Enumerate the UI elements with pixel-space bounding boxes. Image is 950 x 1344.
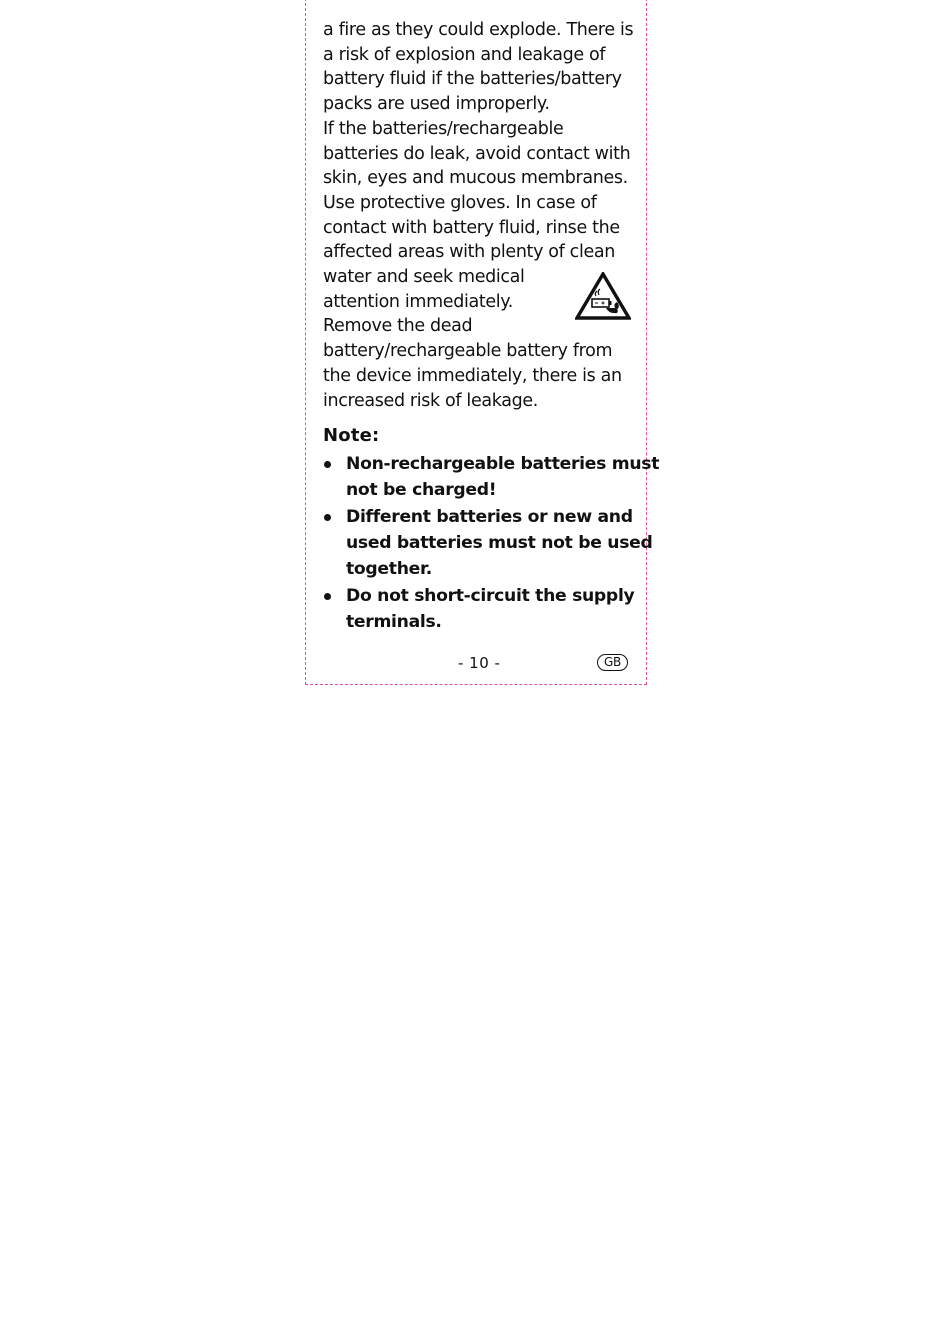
body-text — [323, 18, 633, 413]
country-code-badge: GB — [597, 654, 628, 671]
text-line: affected areas with plenty of clean — [323, 242, 615, 263]
list-item-line: Different batteries or new and — [346, 507, 633, 527]
text-line: Use protective gloves. In case of — [323, 192, 597, 213]
list-item-line: not be charged! — [346, 480, 497, 500]
text-line: Remove the dead — [323, 316, 473, 337]
text-line: batteries do leak, avoid contact with — [323, 143, 631, 164]
text-line: contact with battery fluid, rinse the — [323, 217, 620, 238]
text-line: a fire as they could explode. There is — [323, 20, 634, 40]
page-number: - 10 - — [458, 654, 501, 672]
note-heading: Note: — [323, 425, 380, 446]
list-item-line: together. — [346, 559, 432, 579]
battery-leak-warning-icon — [575, 272, 631, 320]
list-item-line: used batteries must not be used — [346, 533, 653, 553]
text-line: packs are used improperly. — [323, 94, 550, 115]
list-item-line: Non-rechargeable batteries must — [346, 454, 660, 474]
text-line: water and seek medical — [323, 267, 525, 288]
list-item — [323, 451, 660, 503]
text-line: battery/rechargeable battery from — [323, 341, 613, 362]
note-list — [323, 451, 660, 636]
list-item — [323, 583, 633, 635]
text-line: a risk of explosion and leakage of — [323, 44, 606, 65]
bullet-icon — [324, 593, 331, 600]
bullet-icon — [324, 514, 331, 521]
text-line: attention immediately. — [323, 291, 514, 312]
list-item-line: Do not short-circuit the supply — [346, 586, 635, 606]
text-line: If the batteries/rechargeable — [323, 118, 564, 139]
text-line: the device immediately, there is an — [323, 365, 622, 386]
paragraph — [323, 18, 633, 413]
text-line: increased risk of leakage. — [323, 390, 538, 411]
text-line: skin, eyes and mucous membranes. — [323, 168, 628, 189]
list-item — [323, 504, 653, 582]
list-item-line: terminals. — [346, 612, 442, 632]
text-line: battery fluid if the batteries/battery — [323, 69, 622, 90]
bullet-icon — [324, 461, 331, 468]
